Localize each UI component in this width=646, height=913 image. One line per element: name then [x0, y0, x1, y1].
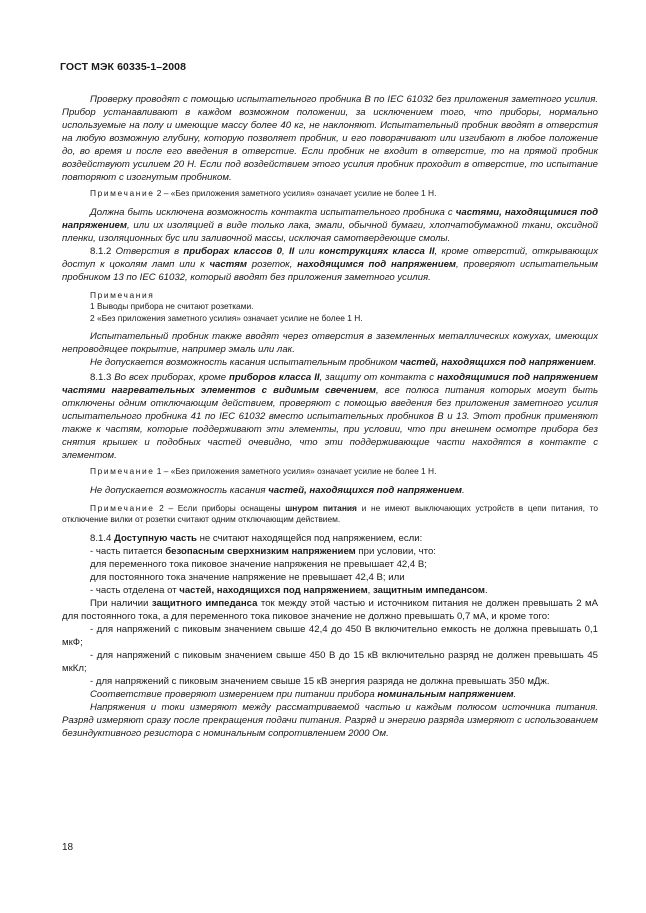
list-item: - для напряжений с пиковым значением свыше 42,4 до 450 В включительно емкость не должна превышать 0,1 мкФ; — [62, 623, 598, 648]
paragraph — [62, 688, 598, 701]
term-bold: конструкциях класса II — [318, 245, 435, 257]
term-bold: частей, находящихся под напряжением — [400, 357, 594, 368]
text-run: . — [513, 688, 517, 700]
text-run: При наличии — [90, 597, 152, 609]
term-bold: защитным импедансом — [373, 584, 485, 596]
term-bold: находящимся под напряжением — [297, 258, 456, 270]
document-body — [62, 93, 598, 740]
text-run: Соответствие проверяют измерением при питании прибора — [90, 688, 378, 700]
text-run: . — [461, 484, 465, 496]
page-number: 18 — [62, 842, 74, 853]
note — [62, 503, 598, 526]
term-bold: частей, находящихся под напряжением — [179, 584, 368, 596]
term-bold: приборов класса II — [229, 372, 320, 383]
text-run: Должна быть исключена возможность контакта испытательного пробника с — [90, 206, 456, 218]
text-run: . — [484, 584, 488, 596]
term-bold: находящимися под напряжением частями нагревательных элементов с видимым свечением — [62, 372, 598, 396]
text-run: , все полюса питания которых могут быть отключены одним отключающим действием, проверяют с помощью введения без приложения заметного усилия испытательного пробника 41 по IEC 61032 вместо испытательных пробников В и 13. Этот пробник применяют также к частям, которые поддерживают эти элементы, при условии, что при внешнем осмотре прибора без снятия крышек и подобных частей очевидно, что эти поддерживающие части находятся в контакте с элементом. — [62, 385, 599, 461]
note-text: 2 – Если приборы оснащены — [154, 502, 286, 513]
paragraph — [62, 597, 598, 623]
term-bold: Доступную часть — [114, 532, 197, 544]
note — [62, 188, 598, 200]
term-bold: II — [288, 245, 295, 257]
paragraph — [62, 356, 598, 369]
text-run: Отверстия в — [115, 245, 184, 257]
text-run: , защиту от контакта с — [319, 372, 438, 383]
list-item — [62, 584, 598, 597]
paragraph — [62, 371, 598, 462]
list-item: для постоянного тока значение напряжение не превышает 42,4 В; или — [90, 571, 405, 583]
term-bold: частями, находящимися под напряжением — [62, 206, 598, 231]
text-run: , проверяют испытательным пробником 13 по IEC 61032, который вводят без приложения заметного усилия. — [62, 258, 598, 283]
text-run: Не допускается возможность касания — [90, 484, 269, 496]
term-bold: шнуром питания — [285, 502, 357, 513]
note-item: 2 «Без приложения заметного усилия» означает усилие не более 1 Н. — [90, 312, 363, 323]
text-run: . — [593, 357, 597, 368]
note-text: 2 – «Без приложения заметного усилия» означает усилие не более 1 Н. — [154, 188, 437, 198]
text-run: не считают находящейся под напряжением, если: — [196, 532, 423, 544]
text-run: , кроме отверстий, открывающих доступ к цоколям ламп или к — [62, 245, 598, 270]
term-bold: номинальным напряжением — [377, 688, 514, 700]
list-item — [62, 545, 598, 558]
text-run: или — [294, 245, 319, 257]
text-run: - часть отделена от — [90, 584, 180, 596]
term-bold: частей, находящихся под напряжением — [268, 484, 462, 496]
text-run: - часть питается — [90, 545, 166, 557]
paragraph: Испытательный пробник также вводят через отверстия в заземленных металлических кожухах, имеющих непроводящее покрытие, например эмаль или лак. — [62, 331, 598, 355]
list-item: для переменного тока пиковое значение напряжения не превышает 42,4 В; — [90, 558, 427, 570]
term-bold: частям — [209, 258, 247, 270]
note-item: 1 Выводы прибора не считают розетками. — [90, 301, 254, 311]
clause-number: 8.1.4 — [90, 532, 115, 544]
paragraph — [62, 206, 598, 245]
text-run: розеток, — [247, 258, 298, 270]
text-run: при условии, что: — [355, 545, 436, 557]
note-label: Примечание — [90, 502, 155, 513]
text-run: , или их изоляцией в виде только лака, эмали, обычной бумаги, хлопчатобумажной ткани, оксидной пленки, изоляционных бус или заливочной массы, исключая самотвердеющие смолы. — [62, 219, 598, 244]
paragraph — [62, 484, 598, 497]
term-bold: безопасным сверхнизким напряжением — [165, 545, 356, 557]
note — [62, 466, 598, 478]
text-run: , — [281, 245, 289, 257]
paragraph: Напряжения и токи измеряют между рассматриваемой частью и каждым полюсом источника питания. Разряд измеряют сразу после прекращения подачи питания. Разряд и энергию разряда измеряют с использованием безиндуктивного резистора с номинальным сопротивлением 2000 Ом. — [62, 701, 598, 739]
note-text: 1 – «Без приложения заметного усилия» означает усилие не более 1 Н. — [154, 466, 437, 476]
clause-number: 8.1.3 — [90, 372, 115, 383]
note-text: и не имеют выключающих устройств в цепи питания, то отключение вилки от розетки считают одним отключающим действием. — [62, 502, 598, 524]
list-item: - для напряжений с пиковым значением свыше 450 В до 15 кВ включительно разряд не должен превышать 45 мкКл; — [62, 649, 598, 674]
text-run: , — [367, 584, 374, 596]
note-label: Примечание — [90, 188, 155, 198]
term-bold: защитного импеданса — [151, 597, 258, 609]
paragraph — [62, 532, 598, 545]
note-label: Примечание — [90, 466, 155, 476]
text-run: Не допускается возможность касания испытательным пробником — [90, 357, 401, 368]
page-header: ГОСТ МЭК 60335-1–2008 — [60, 61, 187, 73]
list-item: - для напряжений с пиковым значением свыше 15 кВ энергия разряда не должна превышать 350 мДж. — [90, 675, 550, 687]
text-run: Во всех приборах, кроме — [114, 372, 230, 383]
term-bold: приборах классов 0 — [183, 245, 282, 257]
notes-label: Примечания — [90, 289, 155, 300]
text-run: ток между этой частью и источником питания не должен превышать 2 мА для постоянного тока, а для переменного тока пиковое значение не должно превышать 0,7 мА, и кроме того: — [62, 597, 598, 622]
paragraph — [62, 245, 598, 284]
paragraph: Проверку проводят с помощью испытательного пробника В по IEC 61032 без приложения заметного усилия. Прибор устанавливают в каждом возможном положении, за исключением того, что приборы, нормально используемые на полу и имеющие массу более 40 кг, не наклоняют. Испытательный пробник вводят в отверстия на любую возможную глубину, которую позволяет пробник, и его поворачивают или изгибают в любое положение до, во время и после его введения в отверстие. Если пробник не входит в отверстие, то на прямой пробник воздействуют усилием 20 Н. Если под воздействием этого усилия пробник проходит в отверстие, то испытание повторяют с изогнутым пробником. — [62, 94, 598, 183]
clause-number: 8.1.2 — [90, 245, 116, 257]
